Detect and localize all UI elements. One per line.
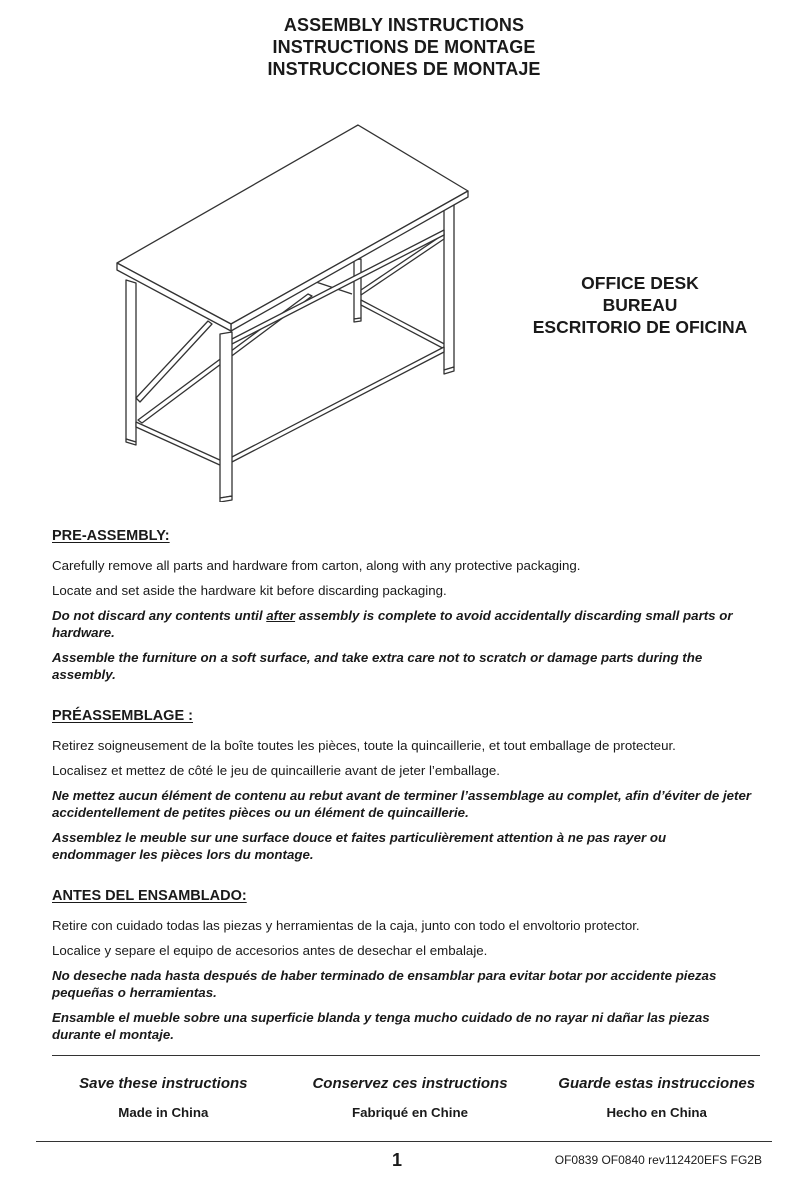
footer-divider-top (52, 1055, 760, 1056)
section-heading: PRE-ASSEMBLY: (52, 528, 170, 544)
document-title (0, 14, 808, 80)
instruction-locate-hardware: Localice y separe el equipo de accesorios antes de desechar el embalaje. (52, 943, 488, 958)
section-heading: ANTES DEL ENSAMBLADO: (52, 888, 247, 904)
product-name (520, 272, 760, 338)
warning-soft-surface: Assemble the furniture on a soft surface, and take extra care not to scratch or damage parts during the assembly. (52, 650, 703, 682)
product-name-english: OFFICE DESK (581, 273, 699, 293)
title-spanish: INSTRUCCIONES DE MONTAJE (267, 59, 541, 79)
product-name-spanish: ESCRITORIO DE OFICINA (532, 317, 748, 337)
made-in-spanish: Hecho en China (606, 1105, 707, 1120)
instruction-remove-parts: Retirez soigneusement de la boîte toutes les pièces, toute la quincaillerie, et tout emballage de protecteur. (52, 738, 676, 753)
made-in-french: Fabriqué en Chine (352, 1105, 468, 1120)
pre-assembly-section-spanish (52, 888, 752, 1051)
instruction-locate-hardware: Localisez et mettez de côté le jeu de quincaillerie avant de jeter l’emballage. (52, 763, 500, 778)
warning-soft-surface: Assemblez le meuble sur une surface douce et faites particulièrement attention à ne pas rayer ou endommager les pièces lors du montage. (52, 830, 667, 862)
title-english: ASSEMBLY INSTRUCTIONS (283, 15, 525, 35)
section-heading: PRÉASSEMBLAGE : (52, 708, 193, 724)
title-french: INSTRUCTIONS DE MONTAGE (272, 37, 536, 57)
save-instructions-english: Save these instructions (79, 1075, 248, 1092)
save-instructions-row (40, 1075, 780, 1092)
instruction-remove-parts: Retire con cuidado todas las piezas y herramientas de la caja, junto con todo el envoltorio protector. (52, 918, 640, 933)
made-in-english: Made in China (118, 1105, 209, 1120)
warning-soft-surface: Ensamble el mueble sobre una superficie blanda y tenga mucho cuidado de no rayar ni dañar las piezas durante el montaje. (52, 1010, 710, 1042)
warning-do-not-discard: Ne mettez aucun élément de contenu au rebut avant de terminer l’assemblage au complet, afin d’éviter de jeter accidentellement de petites pièces ou un élément de quincaillerie. (52, 788, 752, 820)
warning-do-not-discard: No deseche nada hasta después de haber terminado de ensamblar para evitar botar por accidente piezas pequeñas o herramientas. (52, 968, 717, 1000)
made-in-row (40, 1105, 780, 1120)
warning-do-not-discard: Do not discard any contents until after assembly is complete to avoid accidentally discarding small parts or hardware. (52, 608, 733, 640)
office-desk-illustration (112, 122, 484, 502)
instruction-locate-hardware: Locate and set aside the hardware kit before discarding packaging. (52, 583, 447, 598)
pre-assembly-section-french (52, 708, 752, 871)
product-name-french: BUREAU (602, 295, 678, 315)
page-number: 1 (392, 1150, 403, 1170)
instruction-remove-parts: Carefully remove all parts and hardware from carton, along with any protective packaging. (52, 558, 581, 573)
document-code: OF0839 OF0840 rev112420EFS FG2B (554, 1153, 762, 1167)
pre-assembly-section-english (52, 528, 752, 691)
save-instructions-french: Conservez ces instructions (312, 1075, 508, 1092)
save-instructions-spanish: Guarde estas instrucciones (558, 1075, 756, 1092)
footer-divider-bottom (36, 1141, 772, 1142)
